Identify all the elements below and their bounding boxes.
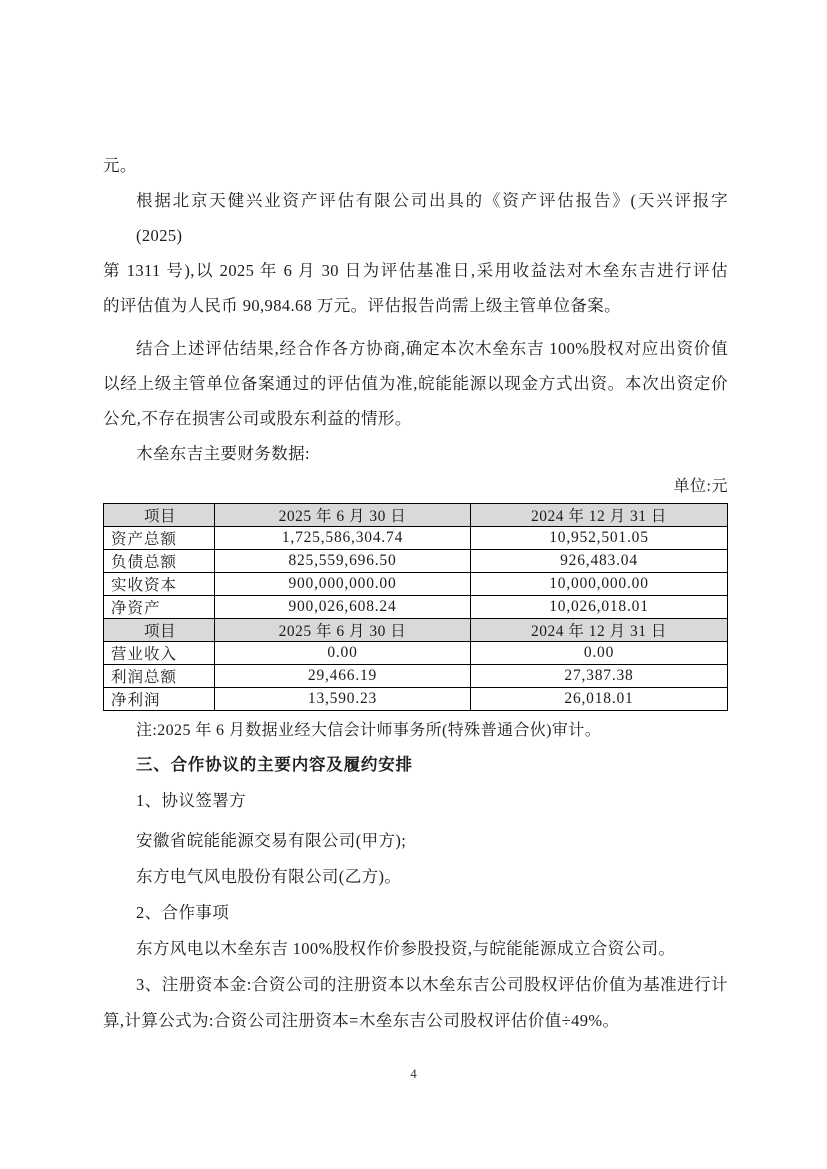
table-cell-value: 900,000,000.00 (215, 573, 471, 596)
table-cell-value: 29,466.19 (215, 665, 471, 688)
page-number: 4 (410, 1066, 417, 1081)
table-cell-value: 10,952,501.05 (471, 527, 728, 550)
table-row (104, 642, 728, 665)
table-cell-value: 13,590.23 (215, 688, 471, 711)
table-header-cell: 项目 (104, 619, 215, 642)
table-cell-item: 净资产 (104, 596, 215, 619)
table-cell-value: 0.00 (471, 642, 728, 665)
table-cell-item: 负债总额 (104, 550, 215, 573)
table-cell-value: 10,026,018.01 (471, 596, 728, 619)
paragraph-line: 的评估值为人民币 90,984.68 万元。评估报告尚需上级主管单位备案。 (103, 296, 622, 315)
table-cell-value: 825,559,696.50 (215, 550, 471, 573)
table-header-cell: 2024 年 12 月 31 日 (471, 504, 728, 527)
paragraph-line: 以经上级主管单位备案通过的评估值为准,皖能能源以现金方式出资。本次出资定价 (103, 374, 728, 393)
financial-data-label: 木垒东吉主要财务数据: (136, 444, 310, 463)
financial-data-table (103, 503, 728, 711)
table-cell-value: 26,018.01 (471, 688, 728, 711)
table-header-row (104, 504, 728, 527)
paragraph-valuation (103, 331, 728, 436)
table-row (104, 665, 728, 688)
table-row (104, 527, 728, 550)
table-cell-item: 资产总额 (104, 527, 215, 550)
paragraph-line: 根据北京天健兴业资产评估有限公司出具的《资产评估报告》(天兴评报字(2025) (136, 191, 728, 245)
table-cell-value: 926,483.04 (471, 550, 728, 573)
paragraph-assessment (103, 183, 728, 323)
paragraph-line: 公允,不存在损害公司或股东利益的情形。 (103, 409, 412, 428)
paragraph-tail-line: 元。 (103, 156, 137, 175)
agreement-item-line: 东方风电以木垒东吉 100%股权作价参股投资,与皖能能源成立合资公司。 (136, 939, 676, 958)
agreement-item-line: 3、注册资本金:合资公司的注册资本以木垒东吉公司股权评估价值为基准进行计 (136, 975, 728, 994)
table-header-cell: 2024 年 12 月 31 日 (471, 619, 728, 642)
section-heading: 三、合作协议的主要内容及履约安排 (136, 756, 413, 774)
table-row (104, 596, 728, 619)
table-cell-value: 10,000,000.00 (471, 573, 728, 596)
table-row (104, 550, 728, 573)
table-header-cell: 项目 (104, 504, 215, 527)
unit-label: 单位:元 (673, 478, 728, 495)
table-cell-value: 900,026,608.24 (215, 596, 471, 619)
table-cell-item: 营业收入 (104, 642, 215, 665)
table-header-cell: 2025 年 6 月 30 日 (215, 619, 471, 642)
agreement-item-line: 安徽省皖能能源交易有限公司(甲方); (136, 831, 407, 850)
document-body (103, 148, 728, 1039)
table-cell-value: 0.00 (215, 642, 471, 665)
table-cell-item: 实收资本 (104, 573, 215, 596)
table-cell-item: 净利润 (104, 688, 215, 711)
table-header-cell: 2025 年 6 月 30 日 (215, 504, 471, 527)
table-cell-value: 27,387.38 (471, 665, 728, 688)
agreement-item-line: 1、协议签署方 (136, 791, 247, 810)
agreement-items (103, 783, 728, 1039)
table-header-row (104, 619, 728, 642)
table-row (104, 573, 728, 596)
table-row (104, 688, 728, 711)
paragraph-line: 结合上述评估结果,经合作各方协商,确定本次木垒东吉 100%股权对应出资价值 (136, 339, 728, 358)
paragraph-line: 第 1311 号),以 2025 年 6 月 30 日为评估基准日,采用收益法对木垒东吉进行评估 (103, 261, 728, 280)
agreement-item-line: 2、合作事项 (136, 903, 230, 922)
table-note: 注:2025 年 6 月数据业经大信会计师事务所(特殊普通合伙)审计。 (136, 722, 602, 739)
agreement-item-line: 算,计算公式为:合资公司注册资本=木垒东吉公司股权评估价值÷49%。 (103, 1011, 620, 1030)
table-cell-item: 利润总额 (104, 665, 215, 688)
table-cell-value: 1,725,586,304.74 (215, 527, 471, 550)
agreement-item-line: 东方电气风电股份有限公司(乙方)。 (136, 867, 402, 886)
